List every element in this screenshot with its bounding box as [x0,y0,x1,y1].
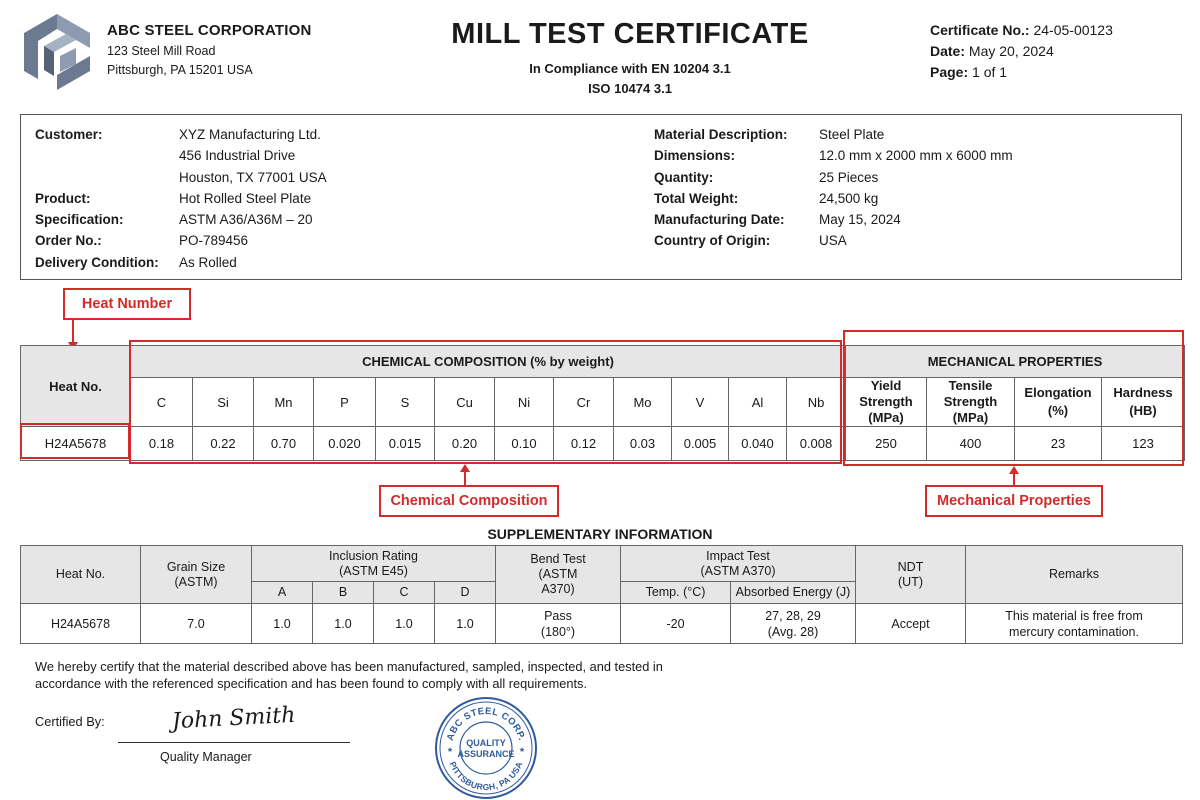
cert-page-value: 1 of 1 [972,64,1008,80]
cert-no-label: Certificate No.: [930,22,1030,38]
bend-test-header [496,546,621,604]
element-header-c: C [131,378,193,427]
info-row [654,212,1013,233]
bend-l2: (ASTM [538,567,578,581]
hardness-header [1102,378,1185,427]
cert-page-label: Page: [930,64,969,80]
cert-statement-line-1: We hereby certify that the material described above has been manufactured, sampled, inspected, and tested in [35,659,663,674]
title-block [380,18,880,96]
remarks-header: Remarks [966,546,1183,604]
element-header-s: S [376,378,435,427]
energy-avg: (Avg. 28) [767,624,819,639]
elongation-header [1015,378,1102,427]
svg-text:ASSURANCE: ASSURANCE [457,749,515,759]
info-value: 24,500 kg [819,190,879,206]
impact-energy-value [731,604,856,644]
composition-table [20,345,1185,461]
cert-statement-line-2: accordance with the referenced specification and has been found to comply with all requirements. [35,676,588,691]
heat-number-callout: Heat Number [63,288,191,320]
impact-test-header [621,546,856,582]
order-info-left [35,127,327,276]
chem-value-mo: 0.03 [614,427,672,461]
info-label: Country of Origin: [654,233,771,249]
hardness-l2: (HB) [1129,403,1157,418]
chemical-composition-header: CHEMICAL COMPOSITION (% by weight) [131,346,846,378]
remarks-value [966,604,1183,644]
grain-size-value: 7.0 [141,604,252,644]
chem-value-nb: 0.008 [787,427,846,461]
company-address-2: Pittsburgh, PA 15201 USA [107,63,253,77]
info-row [654,191,1013,212]
incl-l2: (ASTM E45) [339,563,408,578]
info-value: Houston, TX 77001 USA [179,169,327,185]
inclusion-d-header: D [435,582,496,604]
info-label: Customer: [35,127,103,142]
heat-number-arrow-line [72,320,74,344]
incl-l1: Inclusion Rating [329,548,418,563]
info-row [35,191,327,212]
elongation-l1: Elongation [1024,385,1092,400]
element-header-mo: Mo [614,378,672,427]
chem-value-p: 0.020 [314,427,376,461]
mechanical-properties-header: MECHANICAL PROPERTIES [846,346,1185,378]
ndt-value: Accept [856,604,966,644]
info-value: Steel Plate [819,127,885,142]
info-label: Product: [35,190,91,206]
info-value: As Rolled [179,254,237,270]
chemical-arrow-line [464,471,466,486]
element-header-al: Al [729,378,787,427]
supp-heat-no: H24A5678 [21,604,141,644]
ndt-l2: (UT) [898,574,923,589]
element-header-cr: Cr [554,378,614,427]
info-label: Delivery Condition: [35,254,159,270]
bend-angle: (180°) [540,624,576,639]
inclusion-a-header: A [252,582,313,604]
impact-l2: (ASTM A370) [700,563,776,578]
chem-value-cu: 0.20 [435,427,495,461]
info-value: 12.0 mm x 2000 mm x 6000 mm [819,148,1013,164]
element-header-nb: Nb [787,378,846,427]
order-info-right [654,127,1013,255]
info-label [35,148,179,169]
yield-l3: (MPa) [868,410,904,425]
signer-title: Quality Manager [160,750,252,764]
ndt-l1: NDT [897,559,924,574]
yield-l2: Strength [859,394,913,409]
svg-text:★: ★ [518,747,526,754]
info-row [35,255,327,276]
element-header-ni: Ni [495,378,554,427]
element-header-si: Si [193,378,254,427]
inclusion-b-value: 1.0 [313,604,374,644]
info-label [35,170,179,191]
elongation-value: 23 [1015,427,1102,461]
bend-l1: Bend Test [530,552,586,566]
impact-temp-value: -20 [621,604,731,644]
order-info-box [20,114,1182,280]
info-row [35,170,327,191]
info-value: May 15, 2024 [819,212,901,228]
cert-date-label: Date: [930,43,966,59]
impact-l1: Impact Test [706,548,770,563]
compliance-line-2: ISO 10474 3.1 [588,81,672,96]
heat-no-header: Heat No. [21,346,131,427]
info-label: Order No.: [35,233,102,249]
remarks-l2: mercury contamination. [1009,624,1139,639]
info-value: 25 Pieces [819,169,879,185]
svg-text:QUALITY: QUALITY [466,738,506,748]
quality-assurance-seal [432,696,540,800]
inclusion-rating-header [252,546,496,582]
grain-l2: (ASTM) [174,574,218,589]
impact-temp-header: Temp. (°C) [621,582,731,604]
bend-test-value [496,604,621,644]
grain-size-header [141,546,252,604]
info-label: Total Weight: [654,190,739,206]
ndt-header [856,546,966,604]
chem-value-al: 0.040 [729,427,787,461]
info-value: PO-789456 [179,233,249,249]
tensile-l1: Tensile [948,378,993,393]
grain-l1: Grain Size [166,559,226,574]
info-row [654,170,1013,191]
supplementary-title: SUPPLEMENTARY INFORMATION [487,526,713,542]
info-label: Quantity: [654,169,714,185]
chem-value-si: 0.22 [193,427,254,461]
element-header-cu: Cu [435,378,495,427]
remarks-l1: This material is free from [1005,608,1143,623]
company-logo [22,12,92,92]
info-value: USA [819,233,847,249]
inclusion-c-value: 1.0 [374,604,435,644]
info-row [35,127,327,148]
company-name: ABC STEEL CORPORATION [107,22,312,39]
info-value: XYZ Manufacturing Ltd. [179,127,321,142]
tensile-l2: Strength [943,394,998,409]
chem-value-mn: 0.70 [254,427,314,461]
yield-l1: Yield [870,378,902,393]
inclusion-c-header: C [374,582,435,604]
element-header-p: P [314,378,376,427]
inclusion-d-value: 1.0 [435,604,496,644]
hardness-l1: Hardness [1113,385,1173,400]
cert-no-value: 24-05-00123 [1033,22,1113,38]
info-row [35,233,327,254]
certificate-info [930,22,1113,85]
info-value: ASTM A36/A36M – 20 [179,212,313,228]
info-value: 456 Industrial Drive [179,148,296,164]
info-label: Manufacturing Date: [654,212,785,228]
compliance-line-1: In Compliance with EN 10204 3.1 [529,61,731,76]
signature: John Smith [171,702,296,735]
certified-by-label: Certified By: [35,714,105,729]
heat-no-cell: H24A5678 [21,427,131,461]
inclusion-b-header: B [313,582,374,604]
yield-strength-value: 250 [846,427,927,461]
element-header-v: V [672,378,729,427]
svg-text:★: ★ [446,747,454,754]
tensile-strength-header [927,378,1015,427]
chem-value-ni: 0.10 [495,427,554,461]
info-label: Material Description: [654,127,788,142]
signature-line [118,742,350,743]
company-block [107,22,312,77]
svg-text:PITTSBURGH, PA USA: PITTSBURGH, PA USA [447,760,525,793]
hardness-value: 123 [1102,427,1185,461]
inclusion-a-value: 1.0 [252,604,313,644]
mechanical-properties-callout: Mechanical Properties [925,485,1103,517]
chemical-composition-callout: Chemical Composition [379,485,559,517]
bend-l3: A370) [541,582,575,596]
info-row [654,127,1013,148]
yield-strength-header [846,378,927,427]
info-label: Dimensions: [654,148,736,164]
company-address-1: 123 Steel Mill Road [107,44,216,58]
info-value: Hot Rolled Steel Plate [179,190,312,206]
document-title: MILL TEST CERTIFICATE [451,18,809,50]
supp-heat-header: Heat No. [21,546,141,604]
tensile-strength-value: 400 [927,427,1015,461]
bend-result: Pass [544,608,572,623]
chem-value-v: 0.005 [672,427,729,461]
element-header-mn: Mn [254,378,314,427]
impact-energy-header: Absorbed Energy (J) [731,582,856,604]
info-row [654,148,1013,169]
info-label: Specification: [35,212,124,228]
chem-value-s: 0.015 [376,427,435,461]
info-row [35,148,327,169]
supplementary-table [20,545,1183,644]
chem-value-cr: 0.12 [554,427,614,461]
tensile-l3: (MPa) [952,410,989,425]
info-row [654,233,1013,254]
info-row [35,212,327,233]
energy-values: 27, 28, 29 [765,608,821,623]
cert-date-value: May 20, 2024 [968,43,1054,59]
certification-statement [35,658,715,692]
elongation-l2: (%) [1047,403,1069,418]
chem-value-c: 0.18 [131,427,193,461]
svg-text:ABC STEEL CORP.: ABC STEEL CORP. [444,705,528,743]
